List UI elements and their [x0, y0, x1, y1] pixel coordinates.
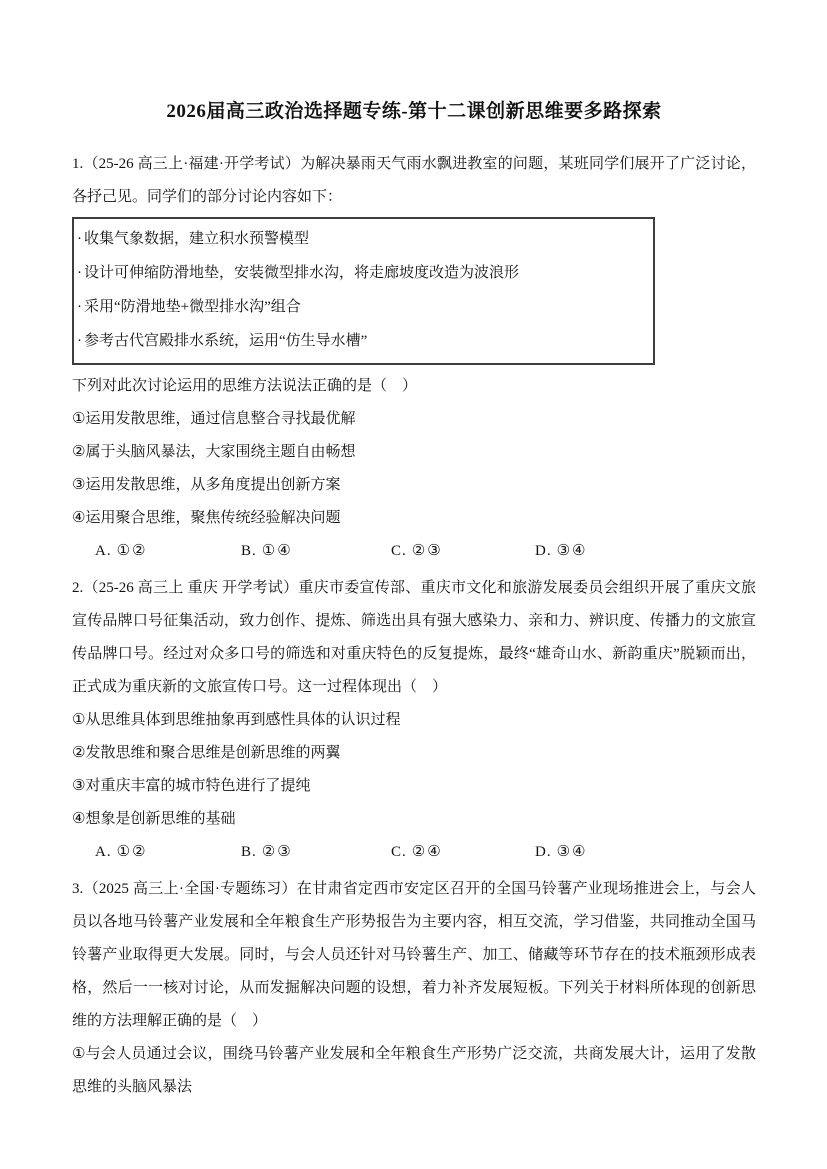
question-2-intro	[72, 572, 756, 704]
question-3-number: 3.	[72, 881, 84, 897]
choice-value: ①②	[116, 844, 148, 860]
choice-label: C.	[391, 543, 407, 559]
bullet-icon: ·	[77, 265, 82, 281]
question-1-choice-c	[391, 535, 535, 568]
choice-value: ②③	[261, 844, 293, 860]
choice-label: C.	[391, 844, 407, 860]
question-1-intro	[72, 148, 756, 214]
question-1-statement-4: ④运用聚合思维，聚焦传统经验解决问题	[72, 510, 341, 526]
question-2-source: （25-26 高三上 重庆 开学考试）	[83, 580, 299, 596]
question-1-prompt: 下列对此次讨论运用的思维方法说法正确的是（ ）	[72, 378, 418, 394]
question-1-statement-3: ③运用发散思维，从多角度提出创新方案	[72, 477, 341, 493]
box-item-4	[77, 324, 643, 358]
choice-value: ③④	[556, 543, 588, 559]
box-item-1	[77, 222, 643, 256]
question-2-choice-d	[535, 836, 756, 869]
choice-label: D.	[535, 844, 552, 860]
choice-value: ①②	[116, 543, 148, 559]
box-item-2	[77, 256, 643, 290]
question-2	[72, 572, 756, 869]
discussion-box	[72, 217, 655, 365]
choice-label: A.	[95, 543, 112, 559]
question-1-choice-b	[241, 535, 391, 568]
choice-label: B.	[241, 844, 257, 860]
box-item-1-text: 收集气象数据，建立积水预警模型	[84, 231, 310, 247]
box-item-2-text: 设计可伸缩防滑地垫，安装微型排水沟，将走廊坡度改造为波浪形	[84, 265, 520, 281]
bullet-icon: ·	[77, 231, 82, 247]
box-item-4-text: 参考古代宫殿排水系统，运用“仿生导水槽”	[84, 333, 368, 349]
question-3-intro	[72, 873, 756, 1038]
choice-value: ②③	[411, 543, 443, 559]
bullet-icon: ·	[77, 333, 82, 349]
question-1-choice-a	[95, 535, 241, 568]
question-2-statement-4: ④想象是创新思维的基础	[72, 811, 236, 827]
choice-value: ③④	[556, 844, 588, 860]
document-content	[72, 96, 756, 1104]
question-1-choices	[72, 535, 756, 568]
question-1-number: 1.	[72, 156, 84, 172]
question-2-statement-2: ②发散思维和聚合思维是创新思维的两翼	[72, 745, 341, 761]
question-2-choice-a	[95, 836, 241, 869]
question-2-intro-text: 重庆市委宣传部、重庆市文化和旅游发展委员会组织开展了重庆文旅宣传品牌口号征集活动，致力创作、提炼、筛选出具有强大感染力、亲和力、辨识度、传播力的文旅宣传品牌口号。经过对众多口号的筛选和对重庆特色的反复提炼，最终“雄奇山水、新韵重庆”脱颖而出，正式成为重庆新的文旅宣传口号。这一过程体现出（ ）	[72, 580, 756, 695]
question-1	[72, 148, 756, 568]
choice-label: A.	[95, 844, 112, 860]
choice-value: ②④	[411, 844, 443, 860]
question-1-intro-text: 为解决暴雨天气雨水飘进教室的问题，某班同学们展开了广泛讨论，各抒己见。同学们的部分讨论内容如下：	[72, 156, 756, 205]
question-2-choices	[72, 836, 756, 869]
question-2-choice-c	[391, 836, 535, 869]
question-1-choice-d	[535, 535, 756, 568]
question-2-statement-3: ③对重庆丰富的城市特色进行了提纯	[72, 778, 311, 794]
choice-label: B.	[241, 543, 257, 559]
question-1-source: （25-26 高三上·福建·开学考试）	[83, 156, 301, 172]
question-2-choice-b	[241, 836, 391, 869]
question-3-intro-text: 在甘肃省定西市安定区召开的全国马铃薯产业现场推进会上，与会人员以各地马铃薯产业发展和全年粮食生产形势报告为主要内容，相互交流，学习借鉴，共同推动全国马铃薯产业取得更大发展。同时，与会人员还针对马铃薯生产、加工、储藏等环节存在的技术瓶颈形成表格，然后一一核对讨论，从而发掘解决问题的设想，着力补齐发展短板。下列关于材料所体现的创新思维的方法理解正确的是（ ）	[72, 881, 756, 1029]
box-item-3	[77, 290, 643, 324]
choice-label: D.	[535, 543, 552, 559]
bullet-icon: ·	[77, 299, 82, 315]
question-1-statement-2: ②属于头脑风暴法，大家围绕主题自由畅想	[72, 444, 356, 460]
question-3	[72, 873, 756, 1104]
question-3-statement-1: ①与会人员通过会议，围绕马铃薯产业发展和全年粮食生产形势广泛交流，共商发展大计，运用了发散思维的头脑风暴法	[72, 1046, 756, 1095]
question-1-statement-1: ①运用发散思维，通过信息整合寻找最优解	[72, 411, 356, 427]
document-title: 2026届高三政治选择题专练-第十二课创新思维要多路探索	[166, 101, 662, 122]
question-2-statement-1: ①从思维具体到思维抽象再到感性具体的认识过程	[72, 712, 401, 728]
choice-value: ①④	[261, 543, 293, 559]
box-item-3-text: 采用“防滑地垫+微型排水沟”组合	[84, 299, 301, 315]
question-3-source: （2025 高三上·全国·专题练习）	[83, 881, 297, 897]
question-2-number: 2.	[72, 580, 84, 596]
